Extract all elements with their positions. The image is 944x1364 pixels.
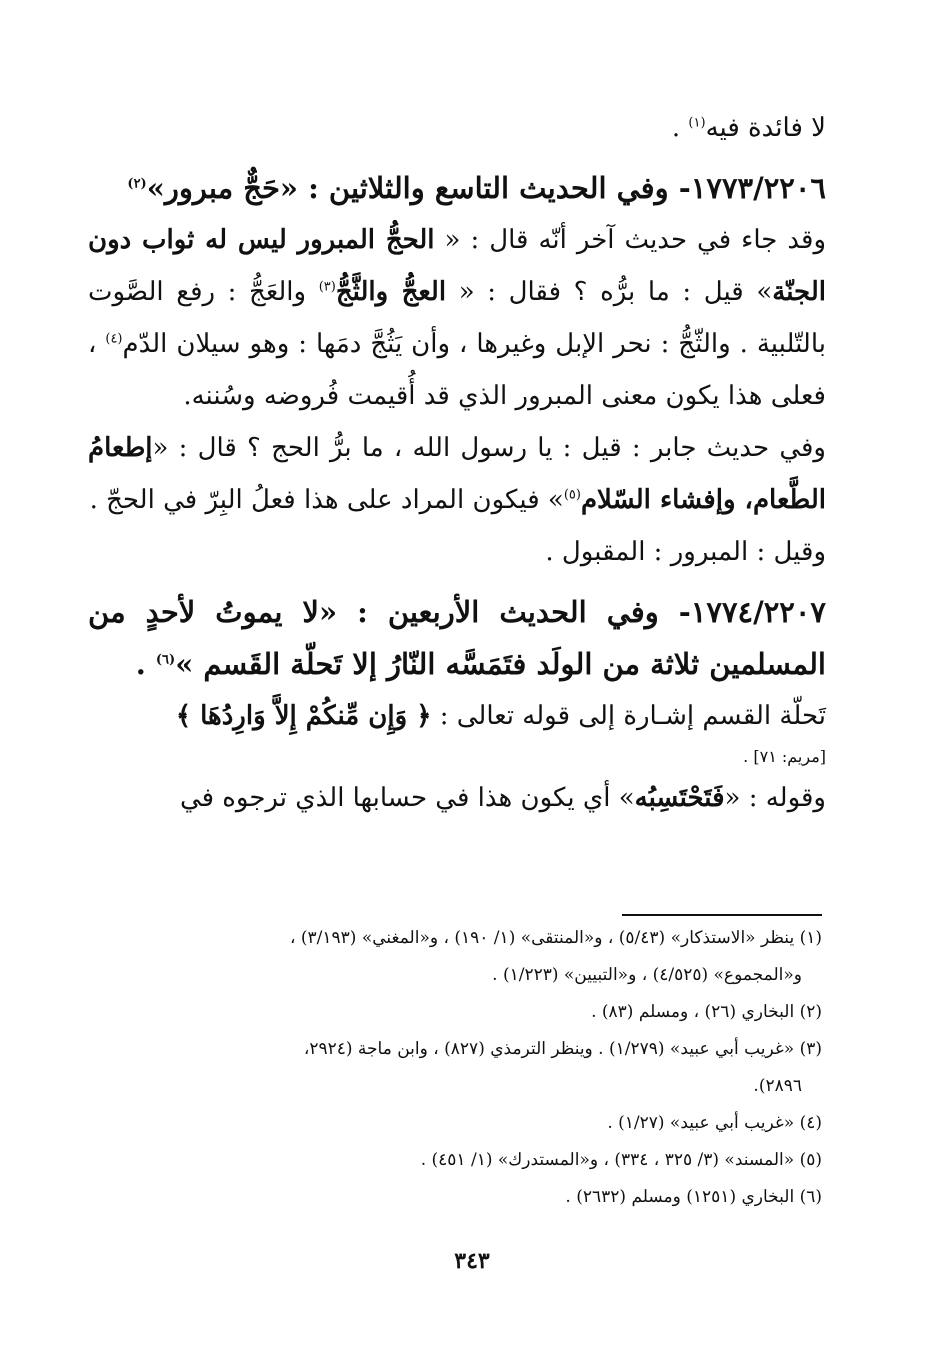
text-run: » فيكون المراد على هذا فعلُ البِرّ في الحجّ .	[89, 485, 564, 515]
footnote-1-cont: و«المجموع» (٤/٥٢٥) ، و«التبيين» (١/٢٢٣) .	[492, 965, 802, 985]
footnote-4: (٤) «غريب أبي عبيد» (١/٢٧) .	[607, 1113, 822, 1133]
footnote-2: (٢) البخاري (٢٦) ، ومسلم (٨٣) .	[591, 1002, 822, 1022]
paragraph-5	[88, 772, 826, 824]
main-text	[88, 102, 826, 824]
bold-quote: العجُّ والثَّجُّ	[335, 277, 447, 307]
hadith-heading-text: ١٧٧٣/٢٢٠٦- وفي الحديث التاسع والثلاثين : «حَجٌّ مبرور»	[146, 171, 826, 205]
paragraph-2	[88, 422, 826, 526]
footnote-3-cont: ٢٨٩٦).	[753, 1076, 802, 1096]
footnote-divider	[622, 914, 822, 916]
text-run: » أي يكون هذا في حسابها الذي ترجوه في	[179, 783, 635, 813]
paragraph-1	[88, 214, 826, 422]
bold-quote: فَتَحْتَسِبُه	[634, 783, 725, 813]
hadith-heading-1773	[88, 162, 826, 214]
intro-line	[88, 102, 826, 154]
hadith-heading-text: ١٧٧٤/٢٢٠٧- وفي الحديث الأربعين : «لا يموتُ لأحدٍ من المسلمين ثلاثة من الولَد فتَمَسَّه النّارُ إلا تَحلّة القَسم »	[88, 595, 826, 681]
footnote-3: (٣) «غريب أبي عبيد» (١/٢٧٩) . وينظر الترمذي (٨٢٧) ، وابن ماجة (٢٩٢٤،	[303, 1039, 822, 1059]
intro-end: .	[671, 113, 689, 143]
footnote-6: (٦) البخاري (١٢٥١) ومسلم (٢٦٣٢) .	[565, 1187, 822, 1207]
text-run: والعَجُّ : رفع الصَّوت بالتّلبية . والثّجُّ : نحر الإبل وغيرها ، وأن يَثُجَّ دمَها : وهو سيلان الدّم	[88, 277, 827, 359]
footnote-mark: (٤)	[105, 331, 123, 347]
quran-citation: [مريم: ٧١] .	[743, 747, 826, 766]
text-run: ، فعلى هذا يكون معنى المبرور الذي قد أُقيمت فُروضه وسُننه.	[88, 329, 826, 411]
text-run: وقوله : «	[724, 783, 826, 813]
quran-verse: ﴿ وَإِن مِّنكُمْ إِلاَّ وَارِدُهَا ﴾	[175, 701, 432, 731]
page-number: ٣٤٣	[454, 1248, 490, 1274]
text-run: .	[135, 647, 156, 681]
paragraph-4	[88, 690, 826, 742]
footnote-5: (٥) «المسند» (٣/ ٣٢٥ ، ٣٣٤) ، و«المستدرك» (١/ ٤٥١) .	[420, 1150, 822, 1170]
bold-quote: إطعامُ الطَّعام، وإفشاء السّلام	[88, 433, 826, 515]
footnote-mark: (٦)	[155, 652, 176, 668]
footnote-mark: (٢)	[127, 176, 147, 192]
intro-text: لا فائدة فيه	[705, 113, 826, 143]
hadith-heading-1774	[88, 586, 826, 690]
footnote-mark: (٥)	[563, 487, 581, 503]
footnote-1: (١) ينظر «الاستذكار» (٥/٤٣) ، و«المنتقى» (١/ ١٩٠) ، و«المغني» (٣/١٩٣) ،	[289, 928, 822, 948]
bold-quote: الحجُّ المبرور ليس له ثواب دون الجنّة	[88, 225, 826, 307]
text-run: تَحلّة القسم إشـارة إلى قوله تعالى :	[431, 701, 826, 731]
text-run: وقد جاء في حديث آخر أنّه قال : «	[434, 225, 826, 255]
paragraph-3: وقيل : المبرور : المقبول .	[545, 537, 826, 567]
footnote-mark: (١)	[688, 115, 706, 131]
text-run: » قيل : ما برُّه ؟ فقال : «	[446, 277, 773, 307]
footnotes	[102, 920, 822, 1216]
footnote-mark: (٣)	[318, 279, 336, 295]
text-run: وفي حديث جابر : قيل : يا رسول الله ، ما برُّ الحج ؟ قال : «	[152, 433, 826, 463]
